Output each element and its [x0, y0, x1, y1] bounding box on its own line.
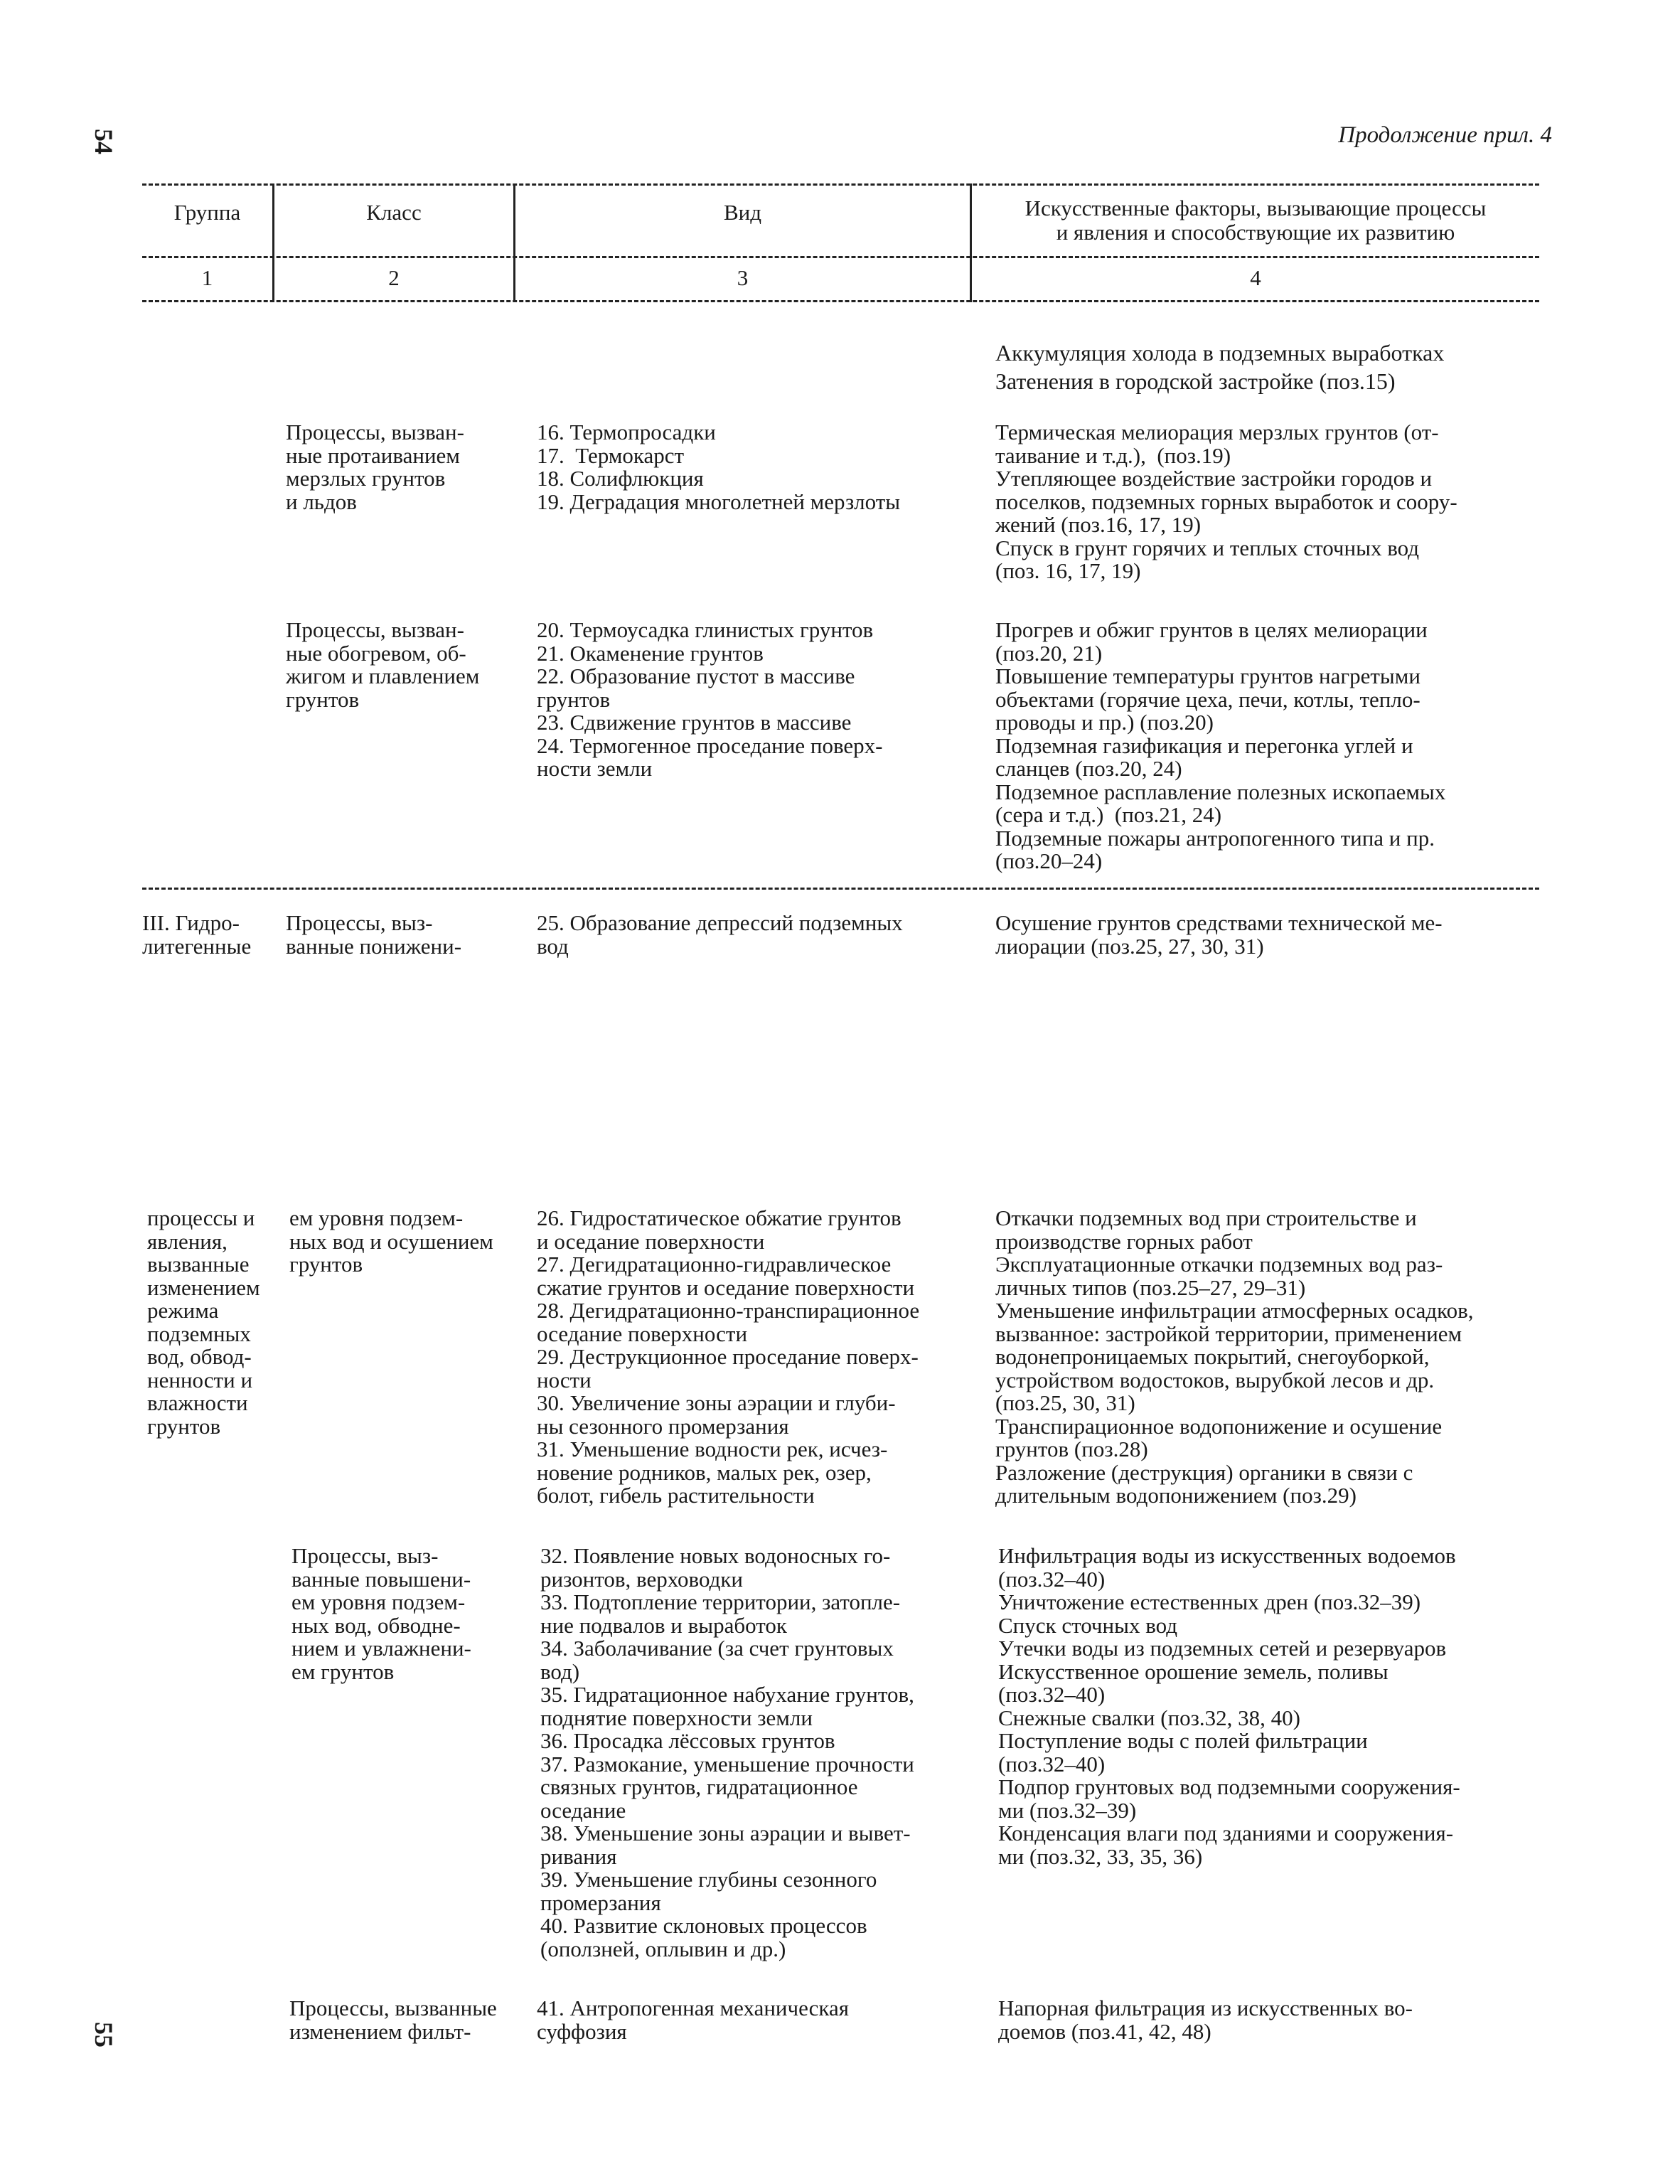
block-5-class: Процессы, выз- ванные повышени- ем уровня подзем- ных вод, обводне- нием и увлажнени- ем грунтов [291, 1543, 471, 1684]
block-6-class: Процессы, вызванные изменением фильт- [289, 1996, 497, 2044]
block-6-factors: Напорная фильтрация из искусственных во- доемов (поз.41, 42, 48) [998, 1996, 1413, 2044]
block-5-types: 32. Появление новых водоносных го- ризонтов, верховодки 33. Подтопление территории, затопле- ние подвалов и выработок 34. Заболачивание (за счет грунтовых вод) 35. Гидратационное набухание грунтов, поднятие поверхности земли 36. Просадка лёссовых грунтов 37. Размокание, уменьшение прочности связных грунтов, гидратационное оседание 38. Уменьшение зоны аэрации и вывет- ривания 39. Уменьшение глубины сезонного промерзания 40. Развитие склоновых процессов (оползней, оплывин и др.) [540, 1543, 914, 1961]
block-0-factors: Аккумуляция холода в подземных выработках Затенения в городской застройке (поз.15) [995, 340, 1445, 394]
header-factors: Искусственные факторы, вызывающие процессы и явления и способствующие их развитию [1024, 196, 1487, 245]
header-type: Вид [723, 200, 762, 225]
header-top-rule [142, 183, 1539, 186]
block-3-class: Процессы, выз- ванные понижени- [286, 910, 462, 959]
page-number-top: 54 [90, 129, 118, 154]
block-1-types: 16. Термопросадки 17. Термокарст 18. Солифлюкция 19. Деградация многолетней мерзлоты [537, 420, 901, 514]
block-3-types: 25. Образование депрессий подземных вод [537, 910, 903, 959]
block-6-types: 41. Антропогенная механическая суффозия [537, 1996, 849, 2044]
section-separator [142, 888, 1539, 890]
block-4-factors: Откачки подземных вод при строительстве и производстве горных работ Эксплуатационные откачки подземных вод раз- личных типов (поз.25–27, 29–31) Уменьшение инфильтрации атмосферных осадков, вызванное: застройкой территории, применением водонепроницаемых покрытий, снегоуборкой, устройством водостоков, вырубкой лесов и др. (поз.25, 30, 31) Транспирационное водопонижение и осушение грунтов (поз.28) Разложение (деструкция) органики в связи с длительным водопонижением (поз.29) [995, 1205, 1474, 1508]
block-3-factors: Осушение грунтов средствами технической ме- лиорации (поз.25, 27, 30, 31) [995, 910, 1443, 959]
block-1-factors: Термическая мелиорация мерзлых грунтов (от- таивание и т.д.), (поз.19) Утепляющее воздействие застройки городов и поселков, подземных горных выработок и соору- жений (поз.16, 17, 19) Спуск в грунт горячих и теплых сточных вод (поз. 16, 17, 19) [995, 420, 1457, 583]
header-bottom-rule [142, 300, 1539, 302]
header-num-4: 4 [1250, 265, 1261, 290]
header-class: Класс [366, 200, 422, 225]
header-num-2: 2 [388, 265, 400, 290]
block-2-factors: Прогрев и обжиг грунтов в целях мелиорации (поз.20, 21) Повышение температуры грунтов нагретыми объектами (горячие цеха, печи, котлы, тепло- проводы и пр.) (поз.20) Подземная газификация и перегонка углей и сланцев (поз.20, 24) Подземное расплавление полезных ископаемых (сера и т.д.) (поз.21, 24) Подземные пожары антропогенного типа и пр. (поз.20–24) [995, 617, 1446, 873]
page-number-bottom: 55 [90, 2022, 118, 2047]
block-4-group: процессы и явления, вызванные изменением режима подземных вод, обвод- ненности и влажности грунтов [147, 1205, 260, 1439]
header-group: Группа [173, 200, 241, 225]
header-num-3: 3 [737, 265, 749, 290]
block-4-types: 26. Гидростатическое обжатие грунтов и оседание поверхности 27. Дегидратационно-гидравлическое сжатие грунтов и оседание поверхности 28. Дегидратационно-транспирационное оседание поверхности 29. Деструкционное проседание поверх- ности 30. Увеличение зоны аэрации и глуби- ны сезонного промерзания 31. Уменьшение водности рек, исчез- новение родников, малых рек, озер, болот, гибель растительности [537, 1205, 920, 1508]
block-2-class: Процессы, вызван- ные обогревом, об- жигом и плавлением грунтов [286, 617, 480, 712]
block-2-types: 20. Термоусадка глинистых грунтов 21. Окаменение грунтов 22. Образование пустот в массиве грунтов 23. Сдвижение грунтов в массиве 24. Термогенное проседание поверх- ности земли [537, 617, 883, 781]
block-5-factors: Инфильтрация воды из искусственных водоемов (поз.32–40) Уничтожение естественных дрен (поз.32–39) Спуск сточных вод Утечки воды из подземных сетей и резервуаров Искусственное орошение земель, поливы (поз.32–40) Снежные свалки (поз.32, 38, 40) Поступление воды с полей фильтрации (поз.32–40) Подпор грунтовых вод подземными сооружения- ми (поз.32–39) Конденсация влаги под зданиями и сооружения- ми (поз.32, 33, 35, 36) [998, 1543, 1460, 1869]
header-mid-rule [142, 256, 1539, 258]
block-3-group: III. Гидро- литегенные [142, 910, 252, 959]
header-num-1: 1 [201, 265, 213, 290]
block-4-class: ем уровня подзем- ных вод и осушением грунтов [289, 1205, 493, 1277]
block-1-class: Процессы, вызван- ные протаиванием мерзлых грунтов и льдов [286, 420, 464, 514]
continuation-heading: Продолжение прил. 4 [1338, 122, 1552, 148]
